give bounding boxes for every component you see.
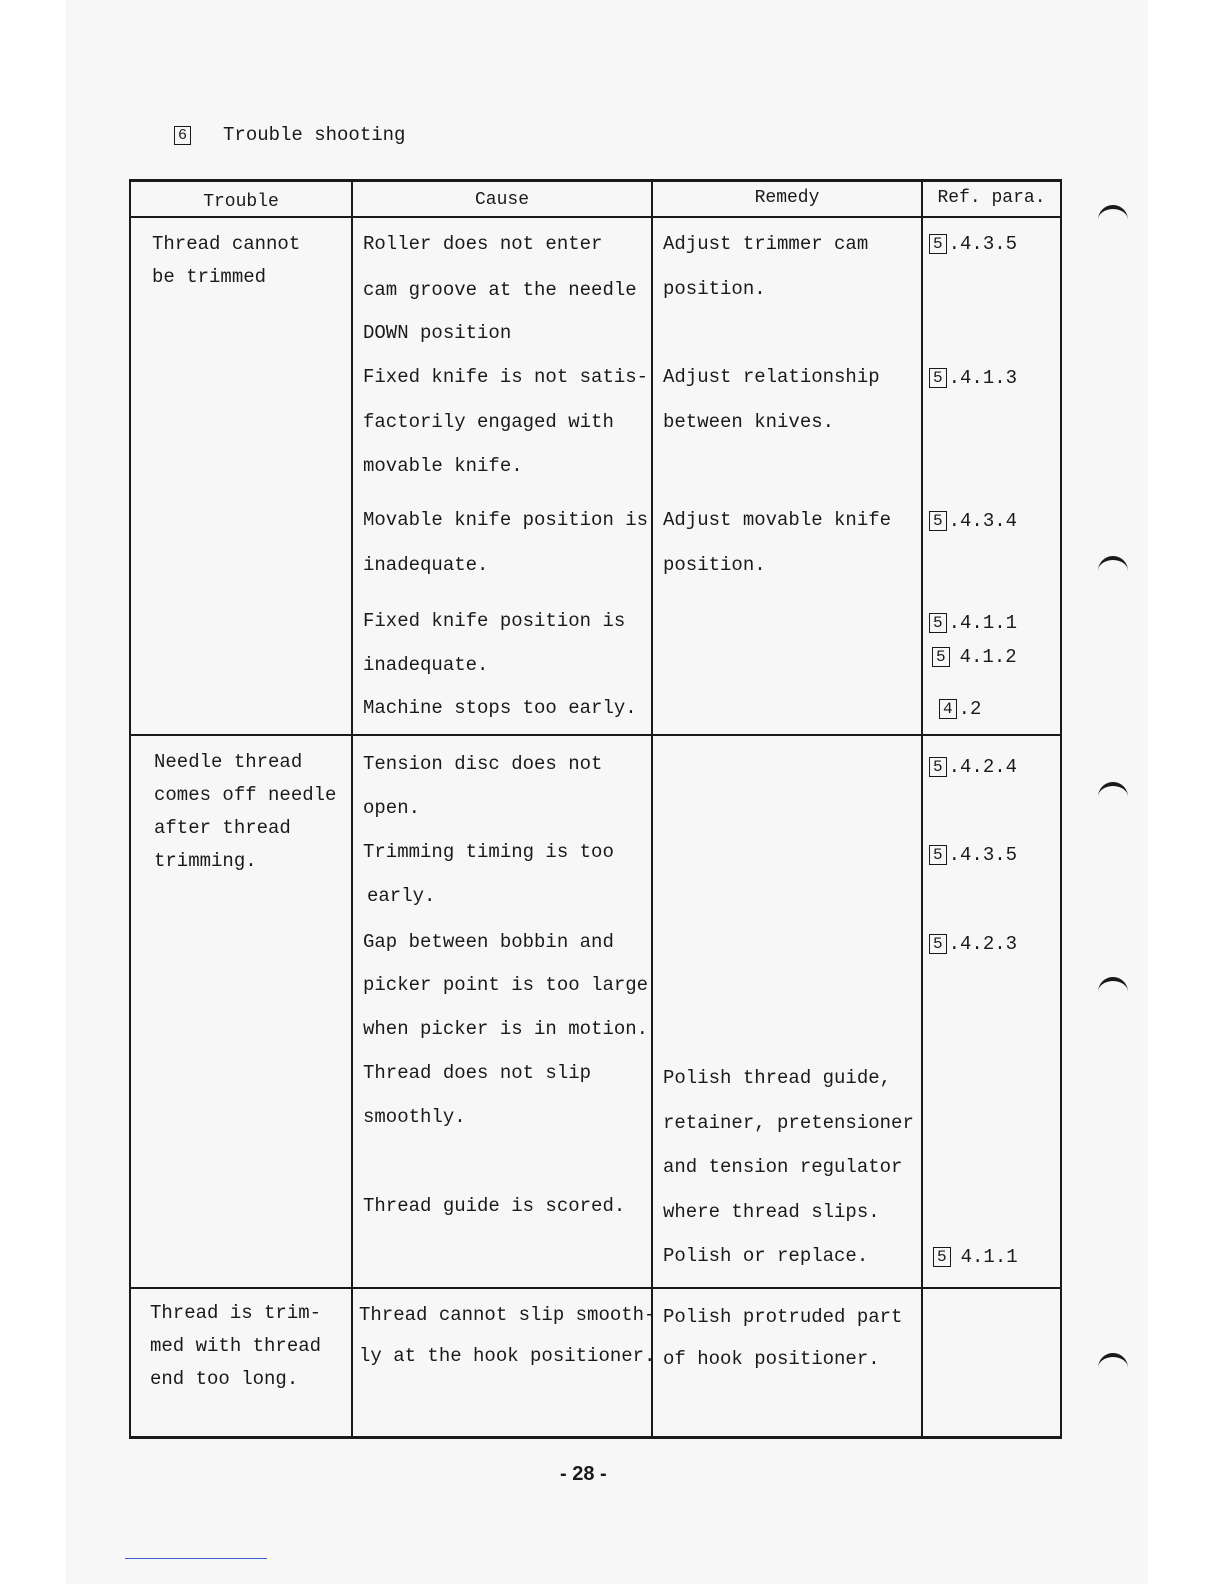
ref-box: 5 bbox=[932, 647, 950, 667]
ref-paragraph bbox=[939, 699, 981, 719]
cause-text: Machine stops too early. bbox=[363, 697, 637, 719]
footer-rule bbox=[125, 1558, 267, 1559]
cause-text: smoothly. bbox=[363, 1106, 466, 1128]
trouble-text: end too long. bbox=[150, 1368, 299, 1390]
header-divider bbox=[129, 216, 1062, 218]
ref-box: 5 bbox=[929, 368, 947, 388]
ref-text: .2 bbox=[958, 697, 982, 720]
row-divider bbox=[129, 1287, 1062, 1289]
section-title: Trouble shooting bbox=[223, 124, 406, 146]
remedy-text: retainer, pretensioner bbox=[663, 1112, 914, 1134]
cause-text: movable knife. bbox=[363, 455, 523, 477]
section-heading bbox=[174, 124, 405, 146]
ref-text: .4.1.3 bbox=[948, 366, 1018, 389]
cause-text: Trimming timing is too bbox=[363, 841, 614, 863]
ref-paragraph bbox=[929, 613, 1017, 633]
cause-text: factorily engaged with bbox=[363, 411, 614, 433]
ref-text: .4.3.5 bbox=[948, 843, 1018, 866]
remedy-text: position. bbox=[663, 554, 766, 576]
row-divider bbox=[129, 734, 1062, 736]
cause-text: Thread guide is scored. bbox=[363, 1195, 626, 1217]
remedy-text: position. bbox=[663, 278, 766, 300]
ref-text: 4.1.2 bbox=[959, 645, 1017, 668]
cause-text: Thread cannot slip smooth- bbox=[359, 1304, 656, 1326]
cause-text: Fixed knife position is bbox=[363, 610, 626, 632]
trouble-text: after thread bbox=[154, 817, 291, 839]
ref-box: 5 bbox=[929, 934, 947, 954]
column-header-ref: Ref. para. bbox=[937, 188, 1046, 208]
remedy-text: of hook positioner. bbox=[663, 1348, 880, 1370]
trouble-text: Thread is trim- bbox=[150, 1302, 322, 1324]
ref-box: 5 bbox=[929, 613, 947, 633]
ref-paragraph bbox=[929, 368, 1017, 388]
cause-text: Tension disc does not bbox=[363, 753, 603, 775]
cause-text: inadequate. bbox=[363, 654, 489, 676]
cause-text: inadequate. bbox=[363, 554, 489, 576]
trouble-text: trimming. bbox=[154, 850, 257, 872]
cause-text: Gap between bobbin and bbox=[363, 931, 614, 953]
trouble-text: be trimmed bbox=[152, 266, 267, 288]
cause-text: early. bbox=[367, 885, 436, 907]
ref-paragraph bbox=[929, 234, 1017, 254]
ref-text: .4.2.4 bbox=[948, 755, 1018, 778]
ref-paragraph bbox=[929, 845, 1017, 865]
remedy-text: Polish or replace. bbox=[663, 1245, 869, 1267]
trouble-text: comes off needle bbox=[154, 784, 337, 806]
cause-text: Movable knife position is bbox=[363, 509, 649, 531]
remedy-text: Adjust movable knife bbox=[663, 509, 892, 531]
ref-box: 5 bbox=[929, 234, 947, 254]
ref-box: 5 bbox=[929, 845, 947, 865]
ref-text: .4.1.1 bbox=[948, 611, 1018, 634]
ref-text: .4.3.4 bbox=[948, 509, 1018, 532]
remedy-text: and tension regulator bbox=[663, 1156, 903, 1178]
ref-paragraph bbox=[929, 934, 1017, 954]
remedy-text: Adjust relationship bbox=[663, 366, 880, 388]
ref-box: 4 bbox=[939, 699, 957, 719]
page-number: - 28 - bbox=[560, 1463, 607, 1485]
ref-paragraph bbox=[929, 757, 1017, 777]
section-number-box: 6 bbox=[174, 126, 191, 145]
column-divider bbox=[921, 179, 923, 1439]
ref-paragraph bbox=[929, 511, 1017, 531]
column-header-trouble: Trouble bbox=[203, 192, 279, 212]
cause-text: cam groove at the needle bbox=[363, 279, 637, 301]
cause-text: Roller does not enter bbox=[363, 233, 603, 255]
remedy-text: where thread slips. bbox=[663, 1201, 880, 1223]
ref-box: 5 bbox=[933, 1247, 951, 1267]
cause-text: when picker is in motion. bbox=[363, 1018, 649, 1040]
cause-text: ly at the hook positioner. bbox=[359, 1345, 656, 1367]
ref-paragraph bbox=[933, 1247, 1018, 1267]
remedy-text: Polish thread guide, bbox=[663, 1067, 892, 1089]
ref-box: 5 bbox=[929, 757, 947, 777]
remedy-text: between knives. bbox=[663, 411, 835, 433]
cause-text: picker point is too large bbox=[363, 974, 649, 996]
ref-text: .4.3.5 bbox=[948, 232, 1018, 255]
ref-paragraph bbox=[932, 647, 1017, 667]
trouble-text: Thread cannot bbox=[152, 233, 301, 255]
remedy-text: Adjust trimmer cam bbox=[663, 233, 869, 255]
cause-text: Thread does not slip bbox=[363, 1062, 592, 1084]
ref-box: 5 bbox=[929, 511, 947, 531]
cause-text: open. bbox=[363, 797, 421, 819]
trouble-text: med with thread bbox=[150, 1335, 322, 1357]
column-header-cause: Cause bbox=[474, 190, 529, 210]
ref-text: .4.2.3 bbox=[948, 932, 1018, 955]
column-divider bbox=[351, 179, 353, 1439]
trouble-text: Needle thread bbox=[154, 751, 303, 773]
column-divider bbox=[651, 179, 653, 1439]
ref-text: 4.1.1 bbox=[960, 1245, 1018, 1268]
remedy-text: Polish protruded part bbox=[663, 1306, 903, 1328]
cause-text: Fixed knife is not satis- bbox=[363, 366, 649, 388]
column-header-remedy: Remedy bbox=[754, 188, 820, 208]
cause-text: DOWN position bbox=[363, 322, 512, 344]
